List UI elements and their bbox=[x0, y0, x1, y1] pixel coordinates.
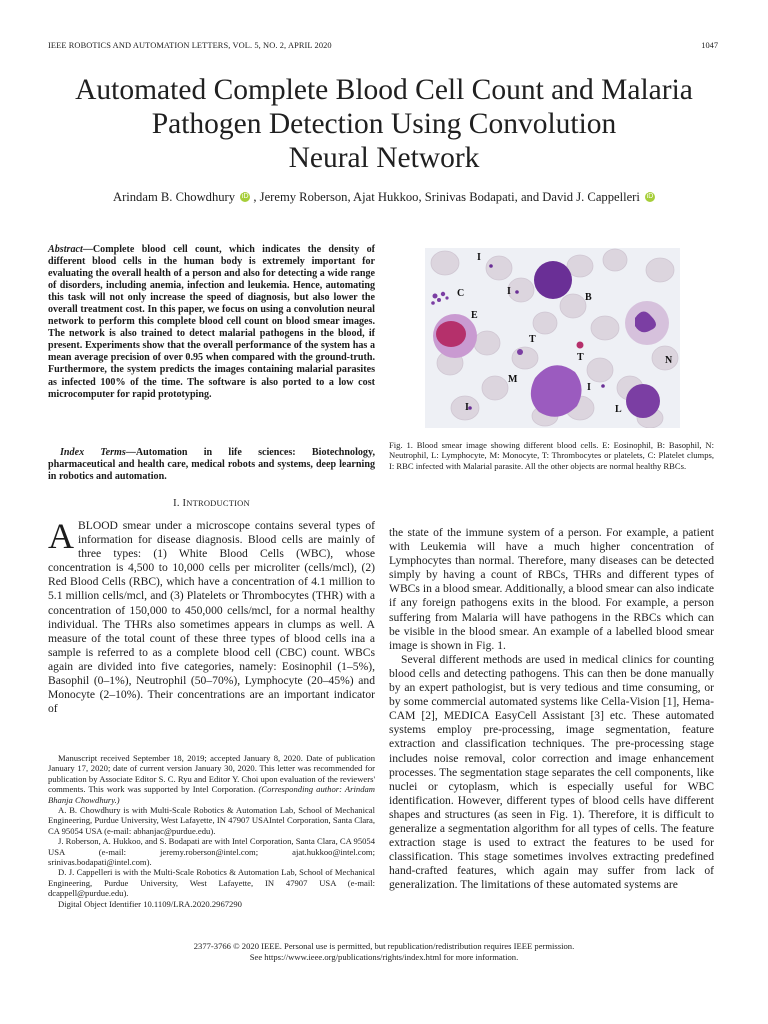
rbc-cell bbox=[587, 358, 613, 382]
title-line: Pathogen Detection Using Convolution bbox=[151, 108, 617, 140]
paper-title bbox=[30, 73, 738, 175]
eosinophil-nucleus bbox=[436, 321, 466, 347]
basophil-cell bbox=[534, 261, 572, 299]
paragraph: Several different methods are used in medical clinics for counting blood cells and detecting pathogens. This can then be done manually by an expert pathologist, but is very tedious and time consuming, or by some commercial automated systems like Cella-Vision [1], Hema-CAM [2], MEDICA EasyCell Assistant [3] etc. These automated systems employ pre-processing, image segmentation, feature extraction and classification techniques. The pre-processing stage includes noise removal, color correction and image enhancement processes. The segmentation stage separates the cell components, like nuclei or cytoplasm, which is especially useful for WBC identification. However, different types of blood cells have different shapes and structures (as seen in Fig. 1). Therefore, it is difficult to generalize a segmentation algorithm for all types of cells. The feature extraction stage is used to extract the features to be used for classification. This stage sometimes involves extracting predefined hand-crafted features, which again may suffer from lack of generalization. The limitations of these automated systems are bbox=[389, 652, 714, 892]
author-list bbox=[30, 190, 738, 205]
abstract-label: Abstract bbox=[48, 244, 83, 255]
section-heading-introduction bbox=[48, 498, 375, 509]
footnotes bbox=[48, 753, 375, 909]
intro-paragraph: BLOOD smear under a microscope contains several types of information for disease diagnosis. Blood cells are mainly of three types: (1) White Blood Cells (WBC), whose concentration is 4,500 to 10,000 cells per microliter (cells/mcl), (2) Red Blood Cells (RBC), which have a concentration of 4.1 million to 5.1 million cells/mcl, and (3) Platelets or Thrombocytes (THR) with a concentration of 150,000 to 450,000 cells/mcl, for a normal healthy individual. The THRs also sometimes appears in clumps as well. A measure of the total count of these three types of blood cells ina a sample is referred to as a complete blood cell (CBC) count. WBCs again are divided into five categories, namely: Eosinophil (1–5%), Basophil (0–1%), Neutrophil (50–70%), Lymphocyte (20–45%) and Monocyte (2–10%). Their concentrations are an important indicator of bbox=[48, 519, 375, 716]
index-terms bbox=[48, 447, 375, 483]
section-numeral: I. bbox=[173, 498, 183, 509]
abstract-text: —Complete blood cell count, which indicates the density of different blood cells in the human body is extremely important for evaluating the overall health of a person and also for detecting a wide range of disorders, including anemia, infection and leukemia. Hence, automating this task will not only increase the speed of diagnosis, but also lower the overall treatment cost. In this paper, we focus on using a convolution neural network to perform this complete blood cell count on blood smear images. The network is also trained to detect malarial pathogens in the blood, if present. Experiments show that the overall performance of the system has a mean average precision of over 0.95 when compared with the ground-truth. Furthermore, the system predicts the images containing malarial parasites as infected 100% of the time. The software is also ported to a low cost microcomputer for rapid prototyping. bbox=[48, 244, 375, 400]
title-line: Neural Network bbox=[288, 142, 480, 174]
rbc-cell bbox=[512, 347, 538, 369]
label-m: M bbox=[508, 374, 518, 385]
footnote-text: Manuscript received September 18, 2019; accepted January 8, 2020. Date of publication January 17, 2020; date of current version January 30, 2020. This letter was recommended for publication by Associate Editor S. C. Ryu and Editor Y. Choi upon evaluation of the reviewers' comments. This work was supported by Intel Corporation. bbox=[48, 753, 375, 795]
index-terms-text: —Automation in life sciences: Biotechnology, pharmaceutical and health care, medical robots and systems, deep learning in robotics and automation. bbox=[48, 447, 375, 483]
thrombocyte bbox=[577, 342, 584, 349]
thrombocyte bbox=[517, 349, 523, 355]
blood-smear-figure bbox=[425, 248, 680, 428]
rbc-cell bbox=[560, 294, 586, 318]
label-b: B bbox=[585, 292, 592, 303]
rbc-cell bbox=[482, 376, 508, 400]
author-name: Arindam B. Chowdhury bbox=[112, 190, 236, 204]
orcid-icon[interactable]: iD bbox=[646, 193, 654, 200]
platelet bbox=[433, 294, 438, 299]
section-initial: I bbox=[182, 498, 187, 509]
author-names: , Jeremy Roberson, Ajat Hukkoo, Srinivas Bodapati, and David J. Cappelleri bbox=[253, 190, 640, 204]
footnote-affiliation: A. B. Chowdhury is with Multi-Scale Robotics & Automation Lab, School of Mechanical Engineering, Purdue University, West Lafayette, IN 47907 USAIntel Corporation, Santa Clara, CA 95054 USA (e-mail: abhanjac@purdue.edu). bbox=[48, 805, 375, 836]
abstract bbox=[48, 244, 375, 401]
blood-smear-image bbox=[425, 248, 680, 428]
lymphocyte-cell bbox=[626, 384, 660, 418]
label-t: T bbox=[529, 334, 536, 345]
copyright-line: 2377-3766 © 2020 IEEE. Personal use is permitted, but republication/redistribution requires IEEE permission. bbox=[193, 941, 575, 951]
label-n: N bbox=[665, 355, 673, 366]
section-title-rest: NTRODUCTION bbox=[186, 498, 250, 508]
title-line: Automated Complete Blood Cell Count and Malaria bbox=[75, 74, 693, 106]
parasite-dot bbox=[489, 264, 493, 268]
rbc-cell bbox=[533, 312, 557, 334]
journal-header: IEEE ROBOTICS AND AUTOMATION LETTERS, VOL. 5, NO. 2, APRIL 2020 bbox=[48, 41, 332, 50]
label-i: I bbox=[587, 382, 591, 393]
rbc-cell bbox=[431, 251, 459, 275]
corresponding-author: (Corresponding author: Arindam Bhanja Chowdhury.) bbox=[48, 784, 375, 805]
rbc-cell bbox=[508, 278, 534, 302]
paragraph: the state of the immune system of a person. For example, a patient with Leukemia will have a much higher concentration of Lymphocytes than normal. Therefore, many diseases can be detected simply by having a count of RBCs, THRs and different types of WBCs in a blood smear. Additionally, a blood smear can also indicate if any foreign pathogens exits in the blood. For example, a person suffering from Malaria will have pathogens in the RBCs which can be visible in the blood smear. An example of a labelled blood smear image is shown in Fig. 1. bbox=[389, 526, 714, 652]
label-c: C bbox=[457, 288, 465, 299]
platelet bbox=[431, 301, 435, 305]
platelet bbox=[445, 296, 448, 299]
index-terms-label: Index Terms bbox=[60, 447, 126, 458]
rbc-cell bbox=[486, 256, 512, 280]
parasite-dot bbox=[515, 290, 519, 294]
label-t: T bbox=[577, 352, 584, 363]
drop-cap: A bbox=[48, 516, 74, 556]
figure-caption: Fig. 1. Blood smear image showing different blood cells. E: Eosinophil, B: Basophil, N: Neutrophil, L: Lymphocyte, M: Monocyte, T: Thrombocytes or platelets, C: Platelet clumps, I: RBC infected with Malarial parasite. All the other objects are normal healthy RBCs. bbox=[389, 440, 714, 471]
rbc-cell bbox=[591, 316, 619, 340]
platelet bbox=[441, 292, 445, 296]
orcid-icon[interactable]: iD bbox=[241, 193, 249, 200]
rights-link-line[interactable]: See https://www.ieee.org/publications/rights/index.html for more information. bbox=[249, 952, 519, 962]
footnote-manuscript bbox=[48, 753, 375, 805]
label-e: E bbox=[471, 310, 478, 321]
rbc-cell bbox=[603, 249, 627, 271]
page-number: 1047 bbox=[701, 41, 718, 50]
label-l: L bbox=[615, 404, 622, 415]
platelet bbox=[437, 298, 441, 302]
copyright-footer bbox=[0, 941, 768, 963]
introduction-text bbox=[48, 516, 375, 716]
footnote-affiliation: D. J. Cappelleri is with the Multi-Scale Robotics & Automation Lab, School of Mechanical Engineering, Purdue University, West Lafayette, IN 47907 USA (e-mail: dcappell@purdue.edu). bbox=[48, 867, 375, 899]
label-i: I bbox=[507, 286, 511, 297]
doi: Digital Object Identifier 10.1109/LRA.2020.2967290 bbox=[58, 898, 242, 909]
footnote-affiliation: J. Roberson, A. Hukkoo, and S. Bodapati are with Intel Corporation, Santa Clara, CA 95054 USA (e-mail: jeremy.roberson@intel.com; ajat.hukkoo@intel.com; srinivas.bodapati@intel.com). bbox=[48, 836, 375, 868]
label-i: I bbox=[465, 402, 469, 413]
rbc-cell bbox=[646, 258, 674, 282]
label-i: I bbox=[477, 252, 481, 263]
parasite-dot bbox=[601, 384, 605, 388]
rbc-cell bbox=[474, 331, 500, 355]
right-column-text bbox=[389, 526, 714, 892]
